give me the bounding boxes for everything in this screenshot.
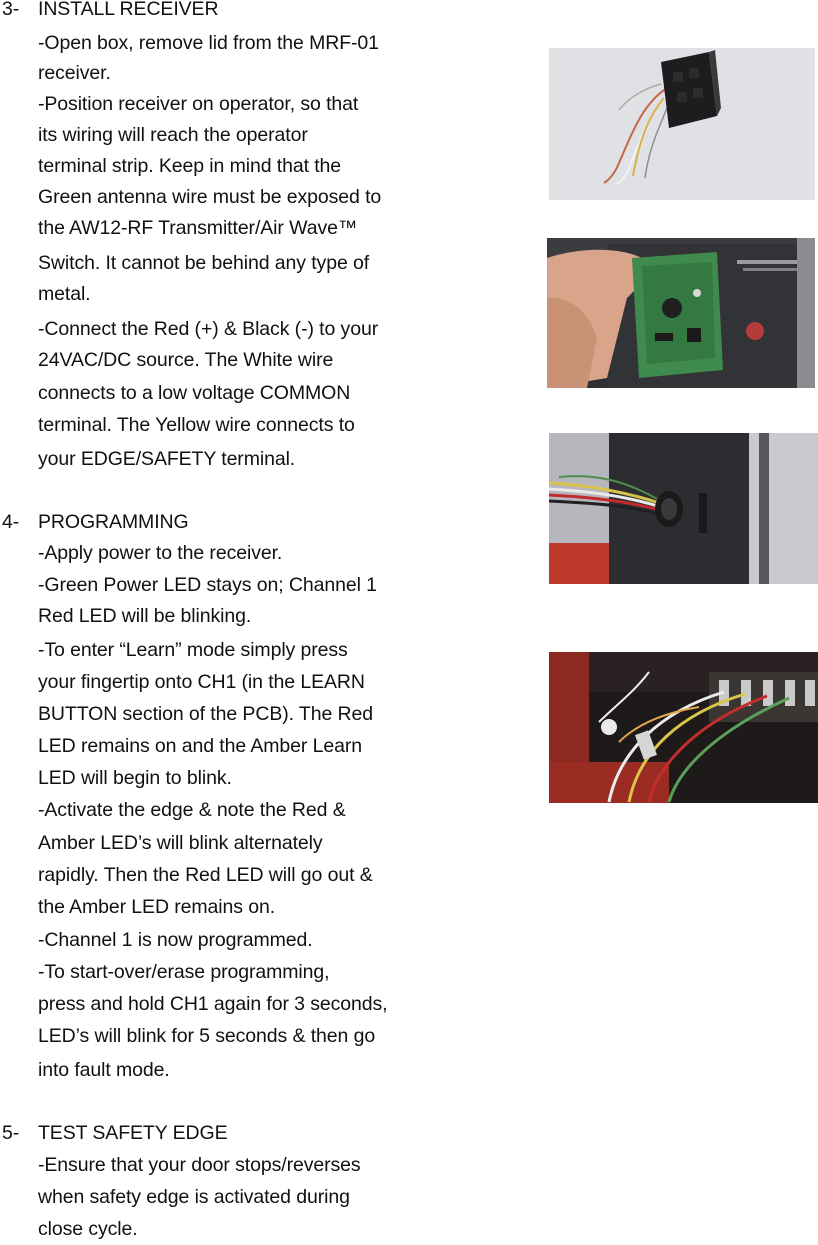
instruction-line: -Green Power LED stays on; Channel 1 [38,574,377,596]
instruction-line: terminal. The Yellow wire connects to [38,414,355,436]
instruction-line: LED remains on and the Amber Learn [38,735,362,757]
instruction-line: receiver. [38,62,111,84]
section-number: 5- [2,1122,20,1144]
instruction-line: terminal strip. Keep in mind that the [38,155,342,177]
receiver-on-operator-photo [547,238,815,388]
section-number: 3- [2,0,20,20]
instruction-line: -Connect the Red (+) & Black (-) to your [38,318,379,340]
instruction-line: -Open box, remove lid from the MRF-01 [38,32,379,54]
instruction-line: BUTTON section of the PCB). The Red [38,703,373,725]
instruction-line: -Channel 1 is now programmed. [38,929,313,951]
section-heading: INSTALL RECEIVER [38,0,219,20]
instruction-line: Amber LED’s will blink alternately [38,832,323,854]
instruction-line: your EDGE/SAFETY terminal. [38,448,296,470]
instruction-line: your fingertip onto CH1 (in the LEARN [38,671,365,693]
instruction-line: Switch. It cannot be behind any type of [38,252,370,274]
instruction-line: Green antenna wire must be exposed to [38,186,382,208]
instruction-line: LED’s will blink for 5 seconds & then go [38,1025,376,1047]
instruction-line: the Amber LED remains on. [38,896,276,918]
instruction-line: Red LED will be blinking. [38,605,252,627]
wiring-side-photo [549,433,818,584]
instruction-line: -Activate the edge & note the Red & [38,799,346,821]
instruction-line: its wiring will reach the operator [38,124,308,146]
instruction-line: -Ensure that your door stops/reverses [38,1154,361,1176]
instruction-line: close cycle. [38,1218,138,1240]
instruction-line: 24VAC/DC source. The White wire [38,349,334,371]
instruction-line: -To enter “Learn” mode simply press [38,639,348,661]
instruction-line: when safety edge is activated during [38,1186,350,1208]
instruction-line: into fault mode. [38,1059,170,1081]
instruction-line: LED will begin to blink. [38,767,232,789]
instruction-line: -To start-over/erase programming, [38,961,330,983]
terminal-strip-wiring-photo [549,652,818,803]
section-heading: TEST SAFETY EDGE [38,1122,228,1144]
section-number: 4- [2,511,20,533]
instruction-line: -Apply power to the receiver. [38,542,283,564]
receiver-box-photo [549,48,815,200]
instruction-line: rapidly. Then the Red LED will go out & [38,864,373,886]
instruction-line: press and hold CH1 again for 3 seconds, [38,993,388,1015]
instruction-line: metal. [38,283,91,305]
instruction-line: the AW12-RF Transmitter/Air Wave™ [38,217,358,239]
instruction-line: connects to a low voltage COMMON [38,382,351,404]
section-heading: PROGRAMMING [38,511,189,533]
instruction-line: -Position receiver on operator, so that [38,93,359,115]
